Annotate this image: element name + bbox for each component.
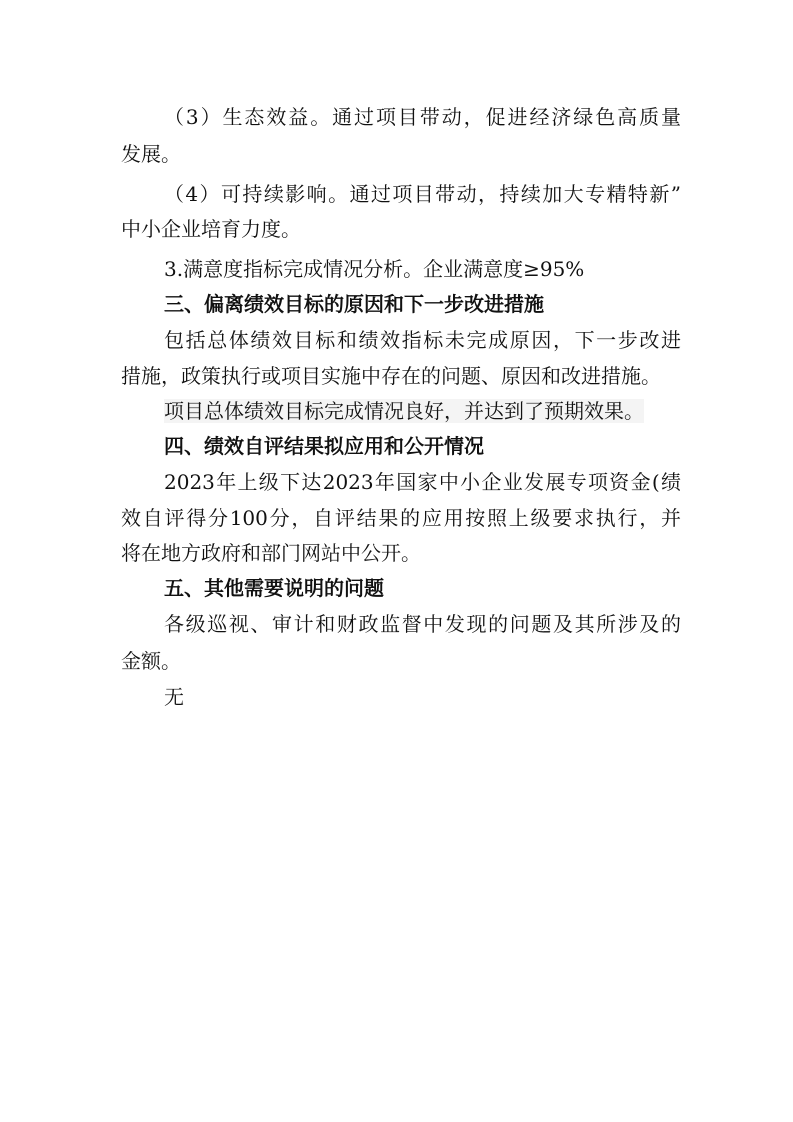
paragraph-sustainable-impact-line-1: （4）可持续影响。通过项目带动，持续加大专精特新” bbox=[164, 182, 681, 206]
section-heading-five: 五、其他需要说明的问题 bbox=[164, 576, 384, 600]
highlighted-text: 项目总体绩效目标完成情况良好，并达到了预期效果。 bbox=[164, 399, 644, 423]
paragraph-target-completion bbox=[164, 397, 681, 425]
paragraph-ecological-benefit-line-1: （3）生态效益。通过项目带动，促进经济绿色高质量 bbox=[164, 105, 681, 129]
paragraph-satisfaction-analysis: 3.满意度指标完成情况分析。企业满意度≥95% bbox=[164, 257, 585, 281]
paragraph-ecological-benefit-line-2: 发展。 bbox=[121, 142, 181, 166]
paragraph-issues-line-1: 各级巡视、审计和财政监督中发现的问题及其所涉及的 bbox=[164, 612, 681, 636]
paragraph-application-line-1: 2023年上级下达2023年国家中小企业发展专项资金(绩 bbox=[164, 470, 681, 494]
section-heading-three: 三、偏离绩效目标的原因和下一步改进措施 bbox=[164, 292, 544, 316]
paragraph-application-line-2: 效自评得分100分，自评结果的应用按照上级要求执行，并 bbox=[121, 506, 681, 530]
section-heading-four: 四、绩效自评结果拟应用和公开情况 bbox=[164, 434, 484, 458]
paragraph-deviation-line-1: 包括总体绩效目标和绩效指标未完成原因，下一步改进 bbox=[164, 328, 681, 352]
paragraph-none: 无 bbox=[164, 685, 184, 709]
paragraph-sustainable-impact-line-2: 中小企业培育力度。 bbox=[121, 217, 301, 241]
paragraph-application-line-3: 将在地方政府和部门网站中公开。 bbox=[121, 541, 421, 565]
paragraph-deviation-line-2: 措施，政策执行或项目实施中存在的问题、原因和改进措施。 bbox=[121, 364, 661, 388]
paragraph-issues-line-2: 金额。 bbox=[121, 649, 181, 673]
